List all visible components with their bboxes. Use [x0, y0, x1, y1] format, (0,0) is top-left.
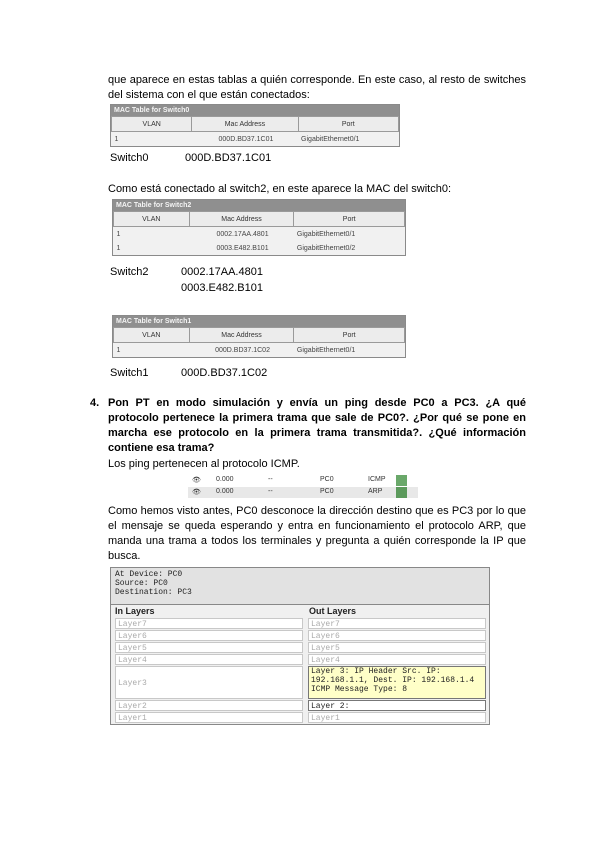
out-layer-5[interactable]: Layer5	[308, 642, 486, 653]
event-at-device: PC0	[320, 488, 334, 495]
mac-table-title: MAC Table for Switch1	[113, 316, 405, 327]
cell-mac: 000D.BD37.1C02	[215, 346, 270, 354]
caption-device: Switch0	[110, 152, 149, 164]
cell-port: GigabitEthernet0/2	[296, 244, 356, 252]
mac-table-switch1	[112, 315, 406, 358]
caption-mac: 000D.BD37.1C02	[181, 367, 268, 379]
caption-mac: 0003.E482.B101	[181, 282, 263, 294]
event-list	[188, 475, 418, 498]
pdu-header	[111, 568, 489, 605]
answer-arp: Como hemos visto antes, PC0 desconoce la dirección destino que es PC3 por lo que el mensaje se queda esperando y entra en funcionamiento el protocolo ARP, que manda una trama a todos los terminales y pregunta a quién corresponde la IP que busca.	[108, 505, 526, 562]
event-row-arp[interactable]	[188, 487, 418, 498]
event-color-swatch	[396, 487, 407, 498]
mac-table-title: MAC Table for Switch0	[111, 105, 399, 116]
mac-table-switch0	[110, 104, 400, 147]
at-device: At Device: PC0	[115, 570, 183, 579]
eye-icon: 👁	[192, 489, 201, 496]
cell-vlan: 1	[116, 244, 121, 252]
table-row	[114, 227, 405, 242]
cell-port: GigabitEthernet0/1	[296, 346, 356, 354]
in-layer-7[interactable]: Layer7	[115, 618, 303, 629]
cell-vlan: 1	[116, 346, 121, 354]
out-layer-1[interactable]: Layer1	[308, 712, 486, 723]
out-layer-6[interactable]: Layer6	[308, 630, 486, 641]
in-layer-6[interactable]: Layer6	[115, 630, 303, 641]
event-last-device: --	[268, 476, 273, 483]
table-row	[112, 132, 399, 147]
destination-device: Destination: PC3	[115, 588, 192, 597]
out-layer-7[interactable]: Layer7	[308, 618, 486, 629]
mac-table-switch2	[112, 199, 406, 256]
event-time: 0.000	[216, 488, 234, 495]
in-layer-1[interactable]: Layer1	[115, 712, 303, 723]
intro-paragraph: que aparece en estas tablas a quién corresponde. En este caso, al resto de switches del sistema con el que están conectados:	[108, 74, 526, 101]
source-device: Source: PC0	[115, 579, 168, 588]
eye-icon: 👁	[192, 477, 201, 484]
out-layer-2[interactable]: Layer 2:	[308, 700, 486, 711]
cell-port: GigabitEthernet0/1	[296, 230, 356, 238]
caption-device: Switch1	[110, 367, 149, 379]
col-vlan: VLAN	[114, 212, 190, 227]
question-number: 4.	[90, 397, 100, 409]
col-vlan: VLAN	[114, 328, 190, 343]
in-layer-2[interactable]: Layer2	[115, 700, 303, 711]
cell-vlan: 1	[116, 230, 121, 238]
out-layer-3[interactable]: Layer 3: IP Header Src. IP: 192.168.1.1, Dest. IP: 192.168.1.4 ICMP Message Type: 8	[308, 666, 486, 699]
switch2-paragraph: Como está conectado al switch2, en este aparece la MAC del switch0:	[108, 183, 452, 195]
event-time: 0.000	[216, 476, 234, 483]
cell-port: GigabitEthernet0/1	[301, 135, 360, 143]
in-layer-5[interactable]: Layer5	[115, 642, 303, 653]
cell-mac: 000D.BD37.1C01	[218, 135, 274, 143]
answer-ping: Los ping pertenecen al protocolo ICMP.	[108, 458, 300, 470]
col-port: Port	[298, 117, 398, 132]
caption-mac: 0002.17AA.4801	[181, 266, 263, 278]
event-type: ARP	[368, 488, 383, 495]
event-type: ICMP	[368, 476, 386, 483]
out-layers-title: Out Layers	[309, 606, 357, 616]
caption-mac: 000D.BD37.1C01	[185, 152, 272, 164]
event-at-device: PC0	[320, 476, 334, 483]
out-layer-4[interactable]: Layer4	[308, 654, 486, 665]
event-last-device: --	[268, 488, 273, 495]
event-row-icmp[interactable]	[188, 475, 418, 486]
col-vlan: VLAN	[112, 117, 192, 132]
cell-mac: 0002.17AA.4801	[216, 230, 269, 238]
col-port: Port	[294, 212, 405, 227]
question-text: Pon PT en modo simulación y envía un ping desde PC0 a PC3. ¿A qué protocolo pertenece la primera trama que sale de PC0?. ¿Por qué se pone en marcha ese protocolo en la primera trama transmitida?. ¿Qué información contiene esa trama?	[108, 397, 526, 454]
cell-mac: 0003.E482.B101	[216, 244, 269, 252]
pdu-info-window	[110, 567, 490, 725]
col-mac: Mac Address	[189, 328, 294, 343]
cell-vlan: 1	[114, 135, 119, 143]
col-mac: Mac Address	[192, 117, 298, 132]
table-row	[114, 241, 405, 255]
in-layers-title: In Layers	[115, 606, 155, 616]
col-port: Port	[294, 328, 405, 343]
col-mac: Mac Address	[189, 212, 294, 227]
event-color-swatch	[396, 475, 407, 486]
in-layer-4[interactable]: Layer4	[115, 654, 303, 665]
table-row	[114, 343, 405, 358]
mac-table-title: MAC Table for Switch2	[113, 200, 405, 211]
in-layer-3[interactable]: Layer3	[115, 666, 303, 699]
caption-device: Switch2	[110, 266, 149, 278]
